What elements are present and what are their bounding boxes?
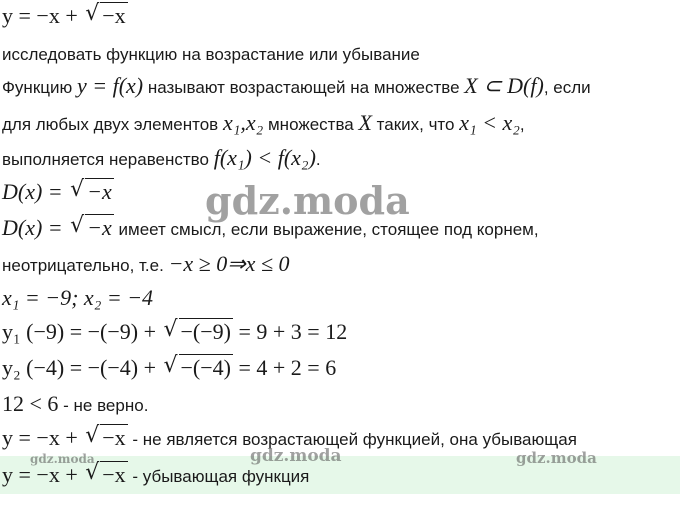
sqrt-icon: √: [163, 353, 178, 378]
radical: [163, 317, 233, 346]
math: y = −x +: [2, 462, 84, 487]
math: = 4 + 2 = 6: [232, 355, 337, 380]
math: y₂ (−4) = −(−4) +: [2, 355, 162, 380]
math: X ⊂ D(f): [464, 73, 544, 98]
math: D(x) =: [2, 179, 69, 204]
sqrt-icon: √: [85, 460, 100, 485]
math: f(x₁) < f(x₂): [213, 145, 316, 170]
comparison: [2, 392, 148, 418]
radicand: −x: [102, 462, 126, 487]
domain-explanation-1: [2, 213, 539, 242]
math: 12 < 6: [2, 391, 59, 416]
radicand: −(−9): [180, 319, 231, 344]
sqrt-icon: √: [70, 213, 85, 238]
text: .: [315, 150, 321, 169]
math: x₁,x₂: [222, 110, 264, 135]
text: для любых двух элементов: [2, 115, 223, 134]
radical: [85, 423, 127, 452]
sqrt-icon: √: [85, 423, 100, 448]
math: X: [358, 110, 372, 135]
radical: [70, 213, 114, 242]
domain-line: [2, 177, 114, 206]
math: y₁ (−9) = −(−9) +: [2, 319, 162, 344]
radical: [70, 177, 114, 206]
text: ,: [519, 115, 525, 134]
math: x₁ < x₂: [459, 110, 520, 135]
math: = 9 + 3 = 12: [232, 319, 348, 344]
math: −x ≥ 0⇒x ≤ 0: [168, 251, 290, 276]
text: - не является возрастающей функцией, она убывающая: [127, 430, 577, 449]
sqrt-icon: √: [70, 177, 85, 202]
formula-text: y = −x +: [2, 3, 84, 28]
math: y = f(x): [76, 73, 144, 98]
watermark-small: gdz.moda: [30, 452, 95, 466]
watermark: gdz.moda: [205, 178, 410, 223]
text: неотрицательно, т.е.: [2, 256, 169, 275]
text: Функцию: [2, 78, 77, 97]
radicand: −x: [102, 425, 126, 450]
text: таких, что: [371, 115, 460, 134]
radicand: −x: [87, 215, 112, 240]
task-statement: исследовать функцию на возрастание или убывание: [2, 45, 420, 64]
text: , если: [543, 78, 591, 97]
text: называют возрастающей на множестве: [143, 78, 465, 97]
value-at-x2: [2, 353, 337, 382]
sqrt-icon: √: [163, 317, 178, 342]
radicand: −x: [102, 3, 126, 28]
math: x₁ = −9; x₂ = −4: [2, 285, 154, 310]
text: - убывающая функция: [127, 467, 310, 486]
radicand: −(−4): [180, 355, 231, 380]
watermark-small: gdz.moda: [516, 449, 597, 467]
radicand: −x: [87, 179, 112, 204]
definition-line-3: [2, 146, 321, 172]
value-at-x1: [2, 317, 348, 346]
math: D(x) =: [2, 215, 69, 240]
chosen-points: [2, 286, 153, 312]
definition-line-2: [2, 111, 525, 137]
sqrt-icon: √: [85, 1, 100, 26]
domain-explanation-2: [2, 252, 290, 278]
text: - не верно.: [58, 396, 149, 415]
radical: [85, 1, 127, 30]
answer: [2, 460, 310, 489]
radical: [163, 353, 233, 382]
text: выполняется неравенство: [2, 150, 214, 169]
text: множества: [263, 115, 359, 134]
math: y = −x +: [2, 425, 84, 450]
definition-line-1: [2, 74, 591, 100]
text: имеет смысл, если выражение, стоящее под корнем,: [113, 220, 539, 239]
watermark-small: gdz.moda: [250, 446, 342, 466]
radical: [85, 460, 127, 489]
function-formula: [2, 1, 128, 30]
